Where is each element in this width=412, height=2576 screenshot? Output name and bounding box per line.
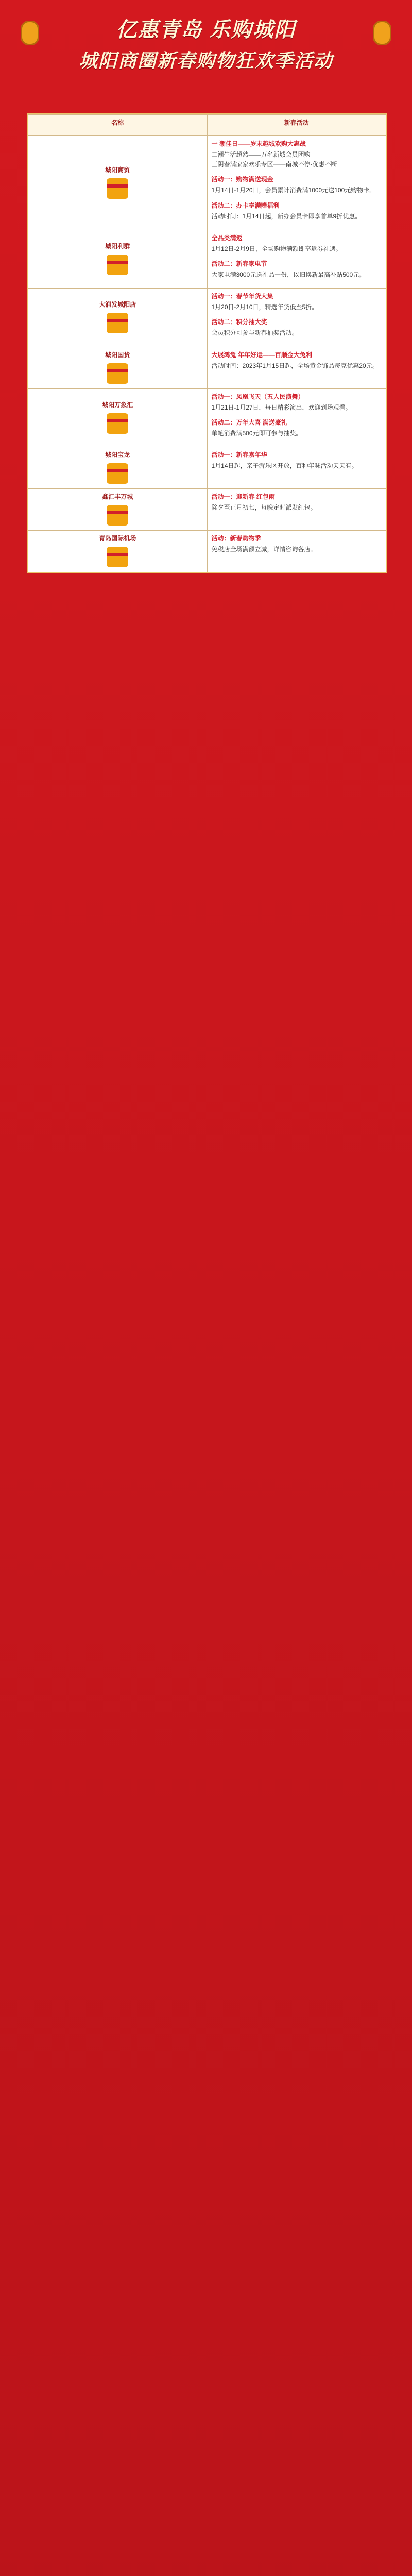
activity-text: 1月12日-2月9日，全场购物满额即享返券礼遇。	[211, 245, 342, 252]
gift-icon	[107, 547, 128, 567]
activity-block	[212, 534, 382, 554]
activity-title: 活动二：积分抽大奖	[211, 318, 267, 326]
district-cell	[28, 136, 208, 230]
activity-title: 活动一：春节年货大集	[211, 293, 273, 300]
district-cell	[28, 447, 208, 488]
table-row	[28, 136, 386, 230]
activity-text: 活动时间：1月14日起，新办会员卡即享首单9折优惠。	[211, 212, 362, 220]
activities-cell	[207, 289, 386, 347]
activity-title: 活动一：迎新春 红包雨	[211, 493, 275, 500]
table-row	[28, 230, 386, 288]
activities-cell	[207, 447, 386, 488]
activity-text: 除夕至正月初七，每晚定时派发红包。	[211, 503, 317, 511]
district-cell	[28, 230, 208, 288]
activities-cell	[207, 530, 386, 572]
title-line2: 城阳商圈新春购物狂欢季活动	[78, 50, 333, 71]
activity-title: 活动二：办卡享满赠福利	[211, 201, 280, 209]
activity-title: 活动二：新春家电节	[211, 260, 267, 267]
table-row	[28, 488, 386, 530]
activity-text: 免税店全场满额立减，详情咨询各店。	[211, 545, 317, 553]
gift-icon	[107, 463, 128, 484]
activity-block	[212, 450, 382, 471]
activity-title: 活动一：凤凰飞天（五人民演舞）	[211, 393, 304, 400]
activities-cell	[207, 488, 386, 530]
district-name: 城阳宝龙	[105, 451, 130, 459]
activity-block	[212, 392, 382, 413]
activity-text: 单笔消费满500元即可参与抽奖。	[211, 429, 302, 437]
activity-title: 活动一：新春嘉年华	[211, 451, 267, 459]
activity-text: 1月14日起，亲子游乐区开放，百种年味活动天天有。	[211, 462, 358, 469]
district-cell	[28, 347, 208, 388]
table-row	[28, 289, 386, 347]
activity-title: 活动一：购物满送现金	[211, 176, 273, 183]
district-cell	[28, 289, 208, 347]
activity-block	[212, 418, 382, 438]
activity-table-wrap	[27, 113, 387, 573]
activity-text: 1月14日-1月20日，会员累计消费满1000元送100元购物卡。	[211, 187, 376, 194]
activity-block	[212, 201, 382, 222]
table-head-name: 名称	[28, 115, 208, 136]
table-row	[28, 388, 386, 447]
activity-title: 大展鸿兔 年年好运——百顺金大兔利	[211, 351, 312, 359]
district-name: 城阳万象汇	[102, 401, 133, 409]
activity-block	[212, 350, 382, 371]
activity-text: 活动时间：2023年1月15日起，全场黄金饰品每克优惠20元。	[211, 362, 379, 369]
activity-block	[212, 139, 382, 170]
table-row	[28, 447, 386, 488]
district-cell	[28, 530, 208, 572]
table-row	[28, 530, 386, 572]
activities-cell	[207, 230, 386, 288]
activity-text: 会员积分可参与新春抽奖活动。	[211, 329, 298, 337]
district-name: 城阳商贸	[105, 166, 130, 174]
activity-block	[212, 317, 382, 338]
gift-icon	[107, 363, 128, 384]
activity-title: 活动二：万年大喜 满送豪礼	[211, 418, 287, 426]
district-name: 青岛国际机场	[99, 534, 136, 542]
gift-icon	[107, 178, 128, 199]
activity-text: 1月20日-2月10日，精选年货低至5折。	[211, 303, 318, 311]
gift-icon	[107, 255, 128, 275]
activity-block	[212, 292, 382, 312]
table-head-activities: 新春活动	[207, 115, 386, 136]
activity-table	[28, 114, 386, 572]
gift-icon	[107, 413, 128, 434]
activities-cell	[207, 136, 386, 230]
activity-title: 一 潮佳日——岁末越城欢购大惠战	[211, 140, 306, 147]
title-line1: 亿惠青岛 乐购城阳	[116, 19, 296, 41]
gift-icon	[107, 313, 128, 333]
district-name: 城阳利群	[105, 242, 130, 250]
activity-block	[212, 259, 382, 280]
district-name: 鑫汇丰万城	[102, 493, 133, 500]
activities-cell	[207, 388, 386, 447]
activity-block	[212, 233, 382, 254]
activity-title: 活动：新春购物季	[211, 534, 261, 542]
activity-title: 全品类满返	[211, 234, 243, 242]
activity-text: 1月21日-1月27日，每日精彩演出，欢迎到场观看。	[211, 403, 352, 411]
district-name: 城阳国货	[105, 351, 130, 359]
district-name: 大润发城阳店	[99, 301, 136, 309]
activity-text: 二潮生活超然——万名新城会员团购 三阴春满家家欢乐专区——南城不停·优惠不断	[211, 151, 337, 168]
table-row	[28, 347, 386, 388]
gift-icon	[107, 505, 128, 526]
header	[0, 0, 412, 103]
district-cell	[28, 488, 208, 530]
activity-block	[212, 492, 382, 513]
activities-cell	[207, 347, 386, 388]
activity-text: 大家电满3000元送礼品一份，以旧换新最高补贴500元。	[211, 270, 366, 278]
activity-block	[212, 175, 382, 195]
district-cell	[28, 388, 208, 447]
